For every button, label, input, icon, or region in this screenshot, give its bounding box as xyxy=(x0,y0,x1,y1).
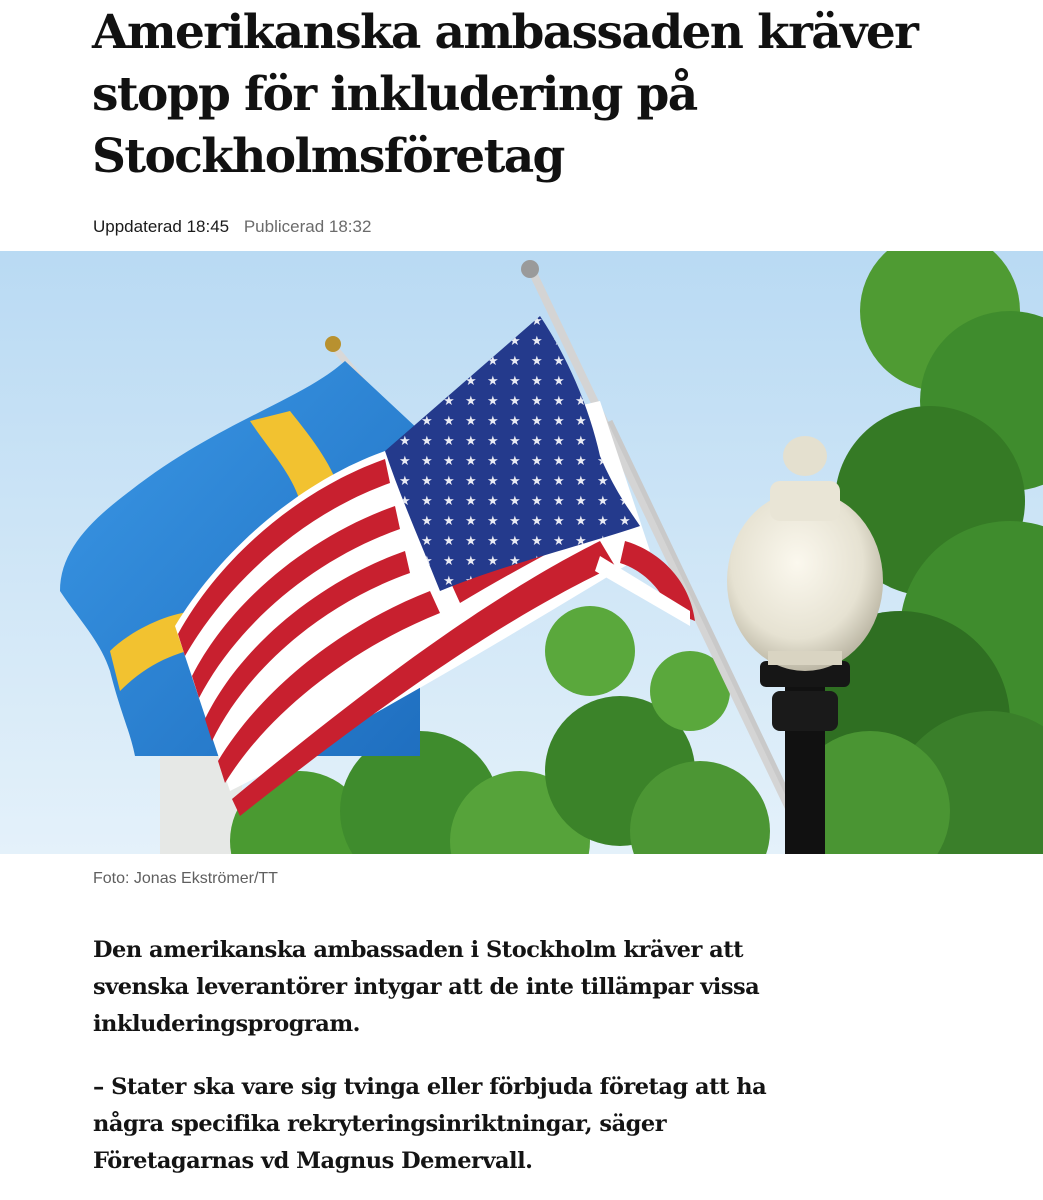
image-caption: Foto: Jonas Ekströmer/TT xyxy=(93,870,278,887)
hero-image[interactable] xyxy=(0,251,1043,854)
article-lead: Den amerikanska ambassaden i Stockholm kräver att svenska leverantörer intygar att de inte tillämpar vissa inkluderingsprogram. xyxy=(93,937,760,1037)
article-headline: Amerikanska ambassaden kräver stopp för inkludering på Stockholmsföretag xyxy=(92,5,918,184)
published-timestamp: Publicerad 18:32 xyxy=(243,217,372,236)
article-quote: – Stater ska vare sig tvinga eller förbjuda företag att ha några specifika rekryteringsinriktningar, säger Företagarnas vd Magnus Demervall. xyxy=(93,1074,767,1174)
article-meta xyxy=(93,216,371,238)
flags-photo xyxy=(0,251,1043,854)
updated-timestamp: Uppdaterad 18:45 xyxy=(93,217,230,236)
